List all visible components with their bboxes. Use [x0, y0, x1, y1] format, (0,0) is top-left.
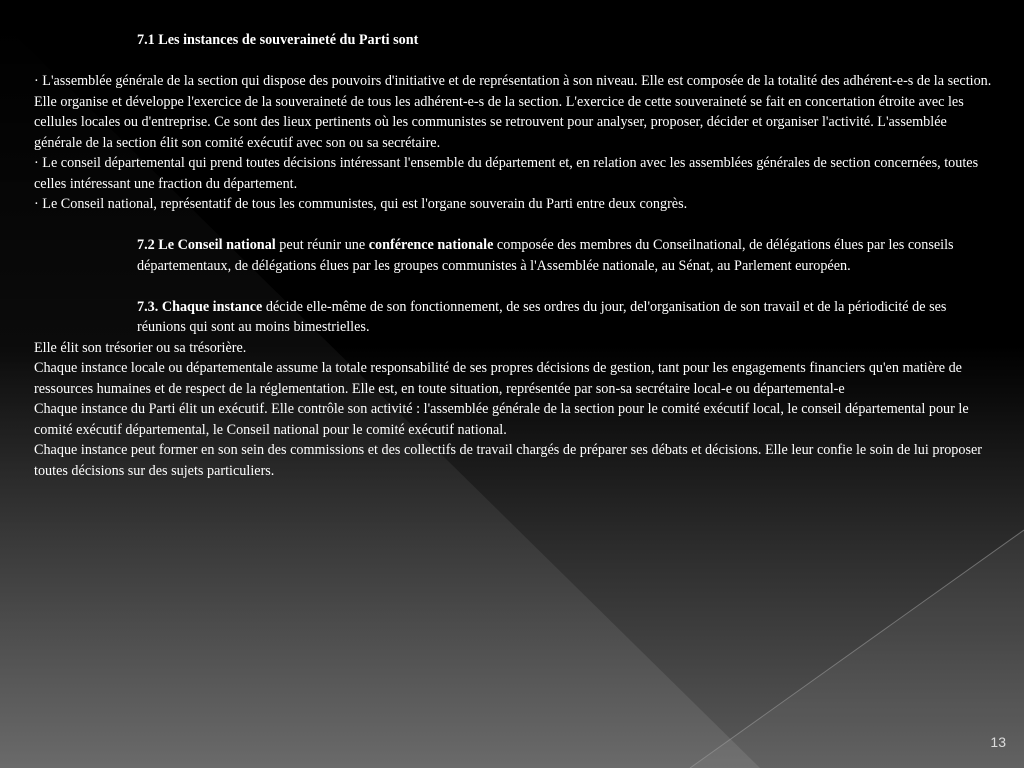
paragraph-assemblee-generale: · L'assemblée générale de la section qui dispose des pouvoirs d'initiative et de représentation à son niveau. Elle est composée de la totalité des adhérent-e-s de la section. Elle organise et développe l'exercice de la souveraineté de tous les adhérent-e-s de la section. L'exercice de cette souveraineté se fait en concertation étroite avec les cellules locales ou d'entreprise. Ce sont des lieux pertinents où les communistes se retrouvent pour analyser, proposer, décider et organiser l'activité. L'assemblée générale de la section élit son comité exécutif avec son ou sa secrétaire.	[34, 73, 992, 151]
paragraph-7-2-text-b: composée des membres du Conseilnational, de délégations élues par les conseils départementaux, de délégations élues par les groupes communistes à l'Assemblée nationale, au Sénat, au Parlement européen.	[137, 237, 954, 274]
spacer	[34, 51, 996, 72]
paragraph-executif: Chaque instance du Parti élit un exécutif. Elle contrôle son activité : l'assemblée générale de la section pour le comité exécutif local, le conseil départemental pour le comité exécutif départemental, le Conseil national pour le comité exécutif national.	[34, 401, 969, 438]
paragraph-conseil-national: · Le Conseil national, représentatif de tous les communistes, qui est l'organe souverain du Parti entre deux congrès.	[34, 196, 688, 212]
paragraph-7-3-text: décide elle-même de son fonctionnement, de ses ordres du jour, del'organisation de son travail et de la périodicité de ses réunions qui sont au moins bimestrielles.	[137, 298, 947, 335]
spacer	[34, 276, 996, 297]
slide-number: 13	[990, 734, 1006, 750]
slide-body	[34, 30, 996, 481]
paragraph-7-3	[34, 297, 996, 338]
paragraph-7-2-text-a: peut réunir une	[275, 237, 369, 253]
conference-nationale-term: conférence nationale	[368, 237, 494, 253]
spacer	[34, 215, 996, 236]
paragraph-commissions: Chaque instance peut former en son sein des commissions et des collectifs de travail chargés de préparer ses débats et décisions. Elle leur confie le soin de lui proposer toutes décisions sur des sujets particuliers.	[34, 442, 983, 479]
section-heading-7-2: 7.2 Le Conseil national	[137, 237, 276, 253]
paragraph-responsabilite: Chaque instance locale ou départementale assume la totale responsabilité de ses propres décisions de gestion, tant pour les engagements financiers qu'en matière de ressources humaines et de respect de la réglementation. Elle est, en toute situation, représentée par son-sa secrétaire local-e ou départemental-e	[34, 360, 962, 397]
section-heading-7-3: 7.3. Chaque instance	[137, 298, 263, 315]
paragraph-tresorier: Elle élit son trésorier ou sa trésorière.	[34, 339, 247, 356]
section-heading-7-1: 7.1 Les instances de souveraineté du Parti sont	[137, 32, 419, 48]
paragraph-conseil-departemental: · Le conseil départemental qui prend toutes décisions intéressant l'ensemble du département et, en relation avec les assemblées générales de section concernées, toutes celles intéressant une fraction du département.	[34, 155, 979, 192]
paragraph-7-2	[34, 235, 996, 276]
